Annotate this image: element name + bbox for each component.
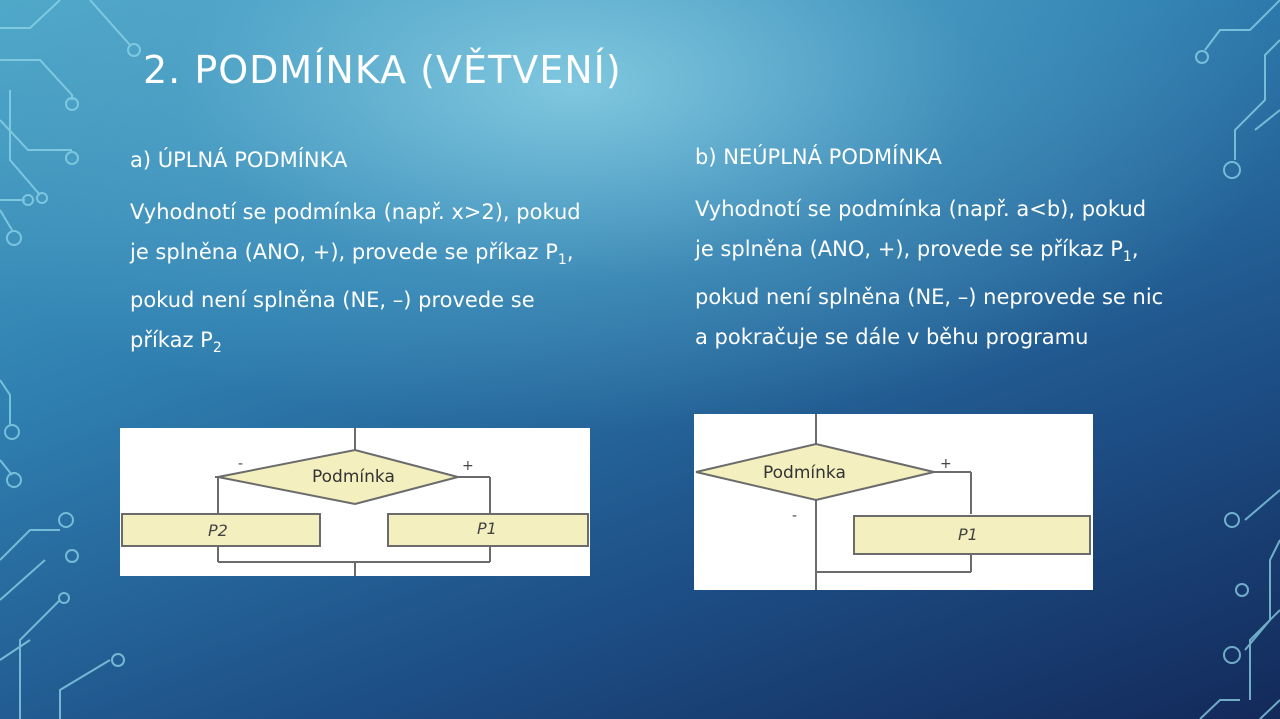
slide-title: 2. PODMÍNKA (VĚTVENÍ) xyxy=(143,48,622,92)
p1-label: P1 xyxy=(477,519,497,538)
condition-label: Podmínka xyxy=(763,463,846,483)
flowchart-partial-condition xyxy=(694,414,1093,590)
column-full-condition xyxy=(130,140,600,368)
plus-sign: + xyxy=(462,458,474,474)
heading-full-condition: a) ÚPLNÁ PODMÍNKA xyxy=(130,148,348,172)
flowchart-full-condition xyxy=(120,428,590,576)
heading-partial-condition: b) NEÚPLNÁ PODMÍNKA xyxy=(695,145,942,169)
column-partial-condition xyxy=(695,137,1165,357)
text-full-condition: Vyhodnotí se podmínka (např. x>2), pokud je splněna (ANO, +), provede se příkaz $P_1$, pokud není splněna (NE, –) provede se příkaz $P_2$ xyxy=(130,200,581,357)
minus-sign: - xyxy=(792,508,798,524)
minus-sign: - xyxy=(238,456,244,472)
p1-label: P1 xyxy=(958,525,978,544)
condition-label: Podmínka xyxy=(312,467,395,487)
text-partial-condition: Vyhodnotí se podmínka (např. a<b), pokud je splněna (ANO, +), provede se příkaz $P_1$, pokud není splněna (NE, –) neprovede se nic a pokračuje se dále v běhu programu xyxy=(695,197,1164,350)
plus-sign: + xyxy=(940,456,952,472)
p2-label: P2 xyxy=(208,521,228,540)
